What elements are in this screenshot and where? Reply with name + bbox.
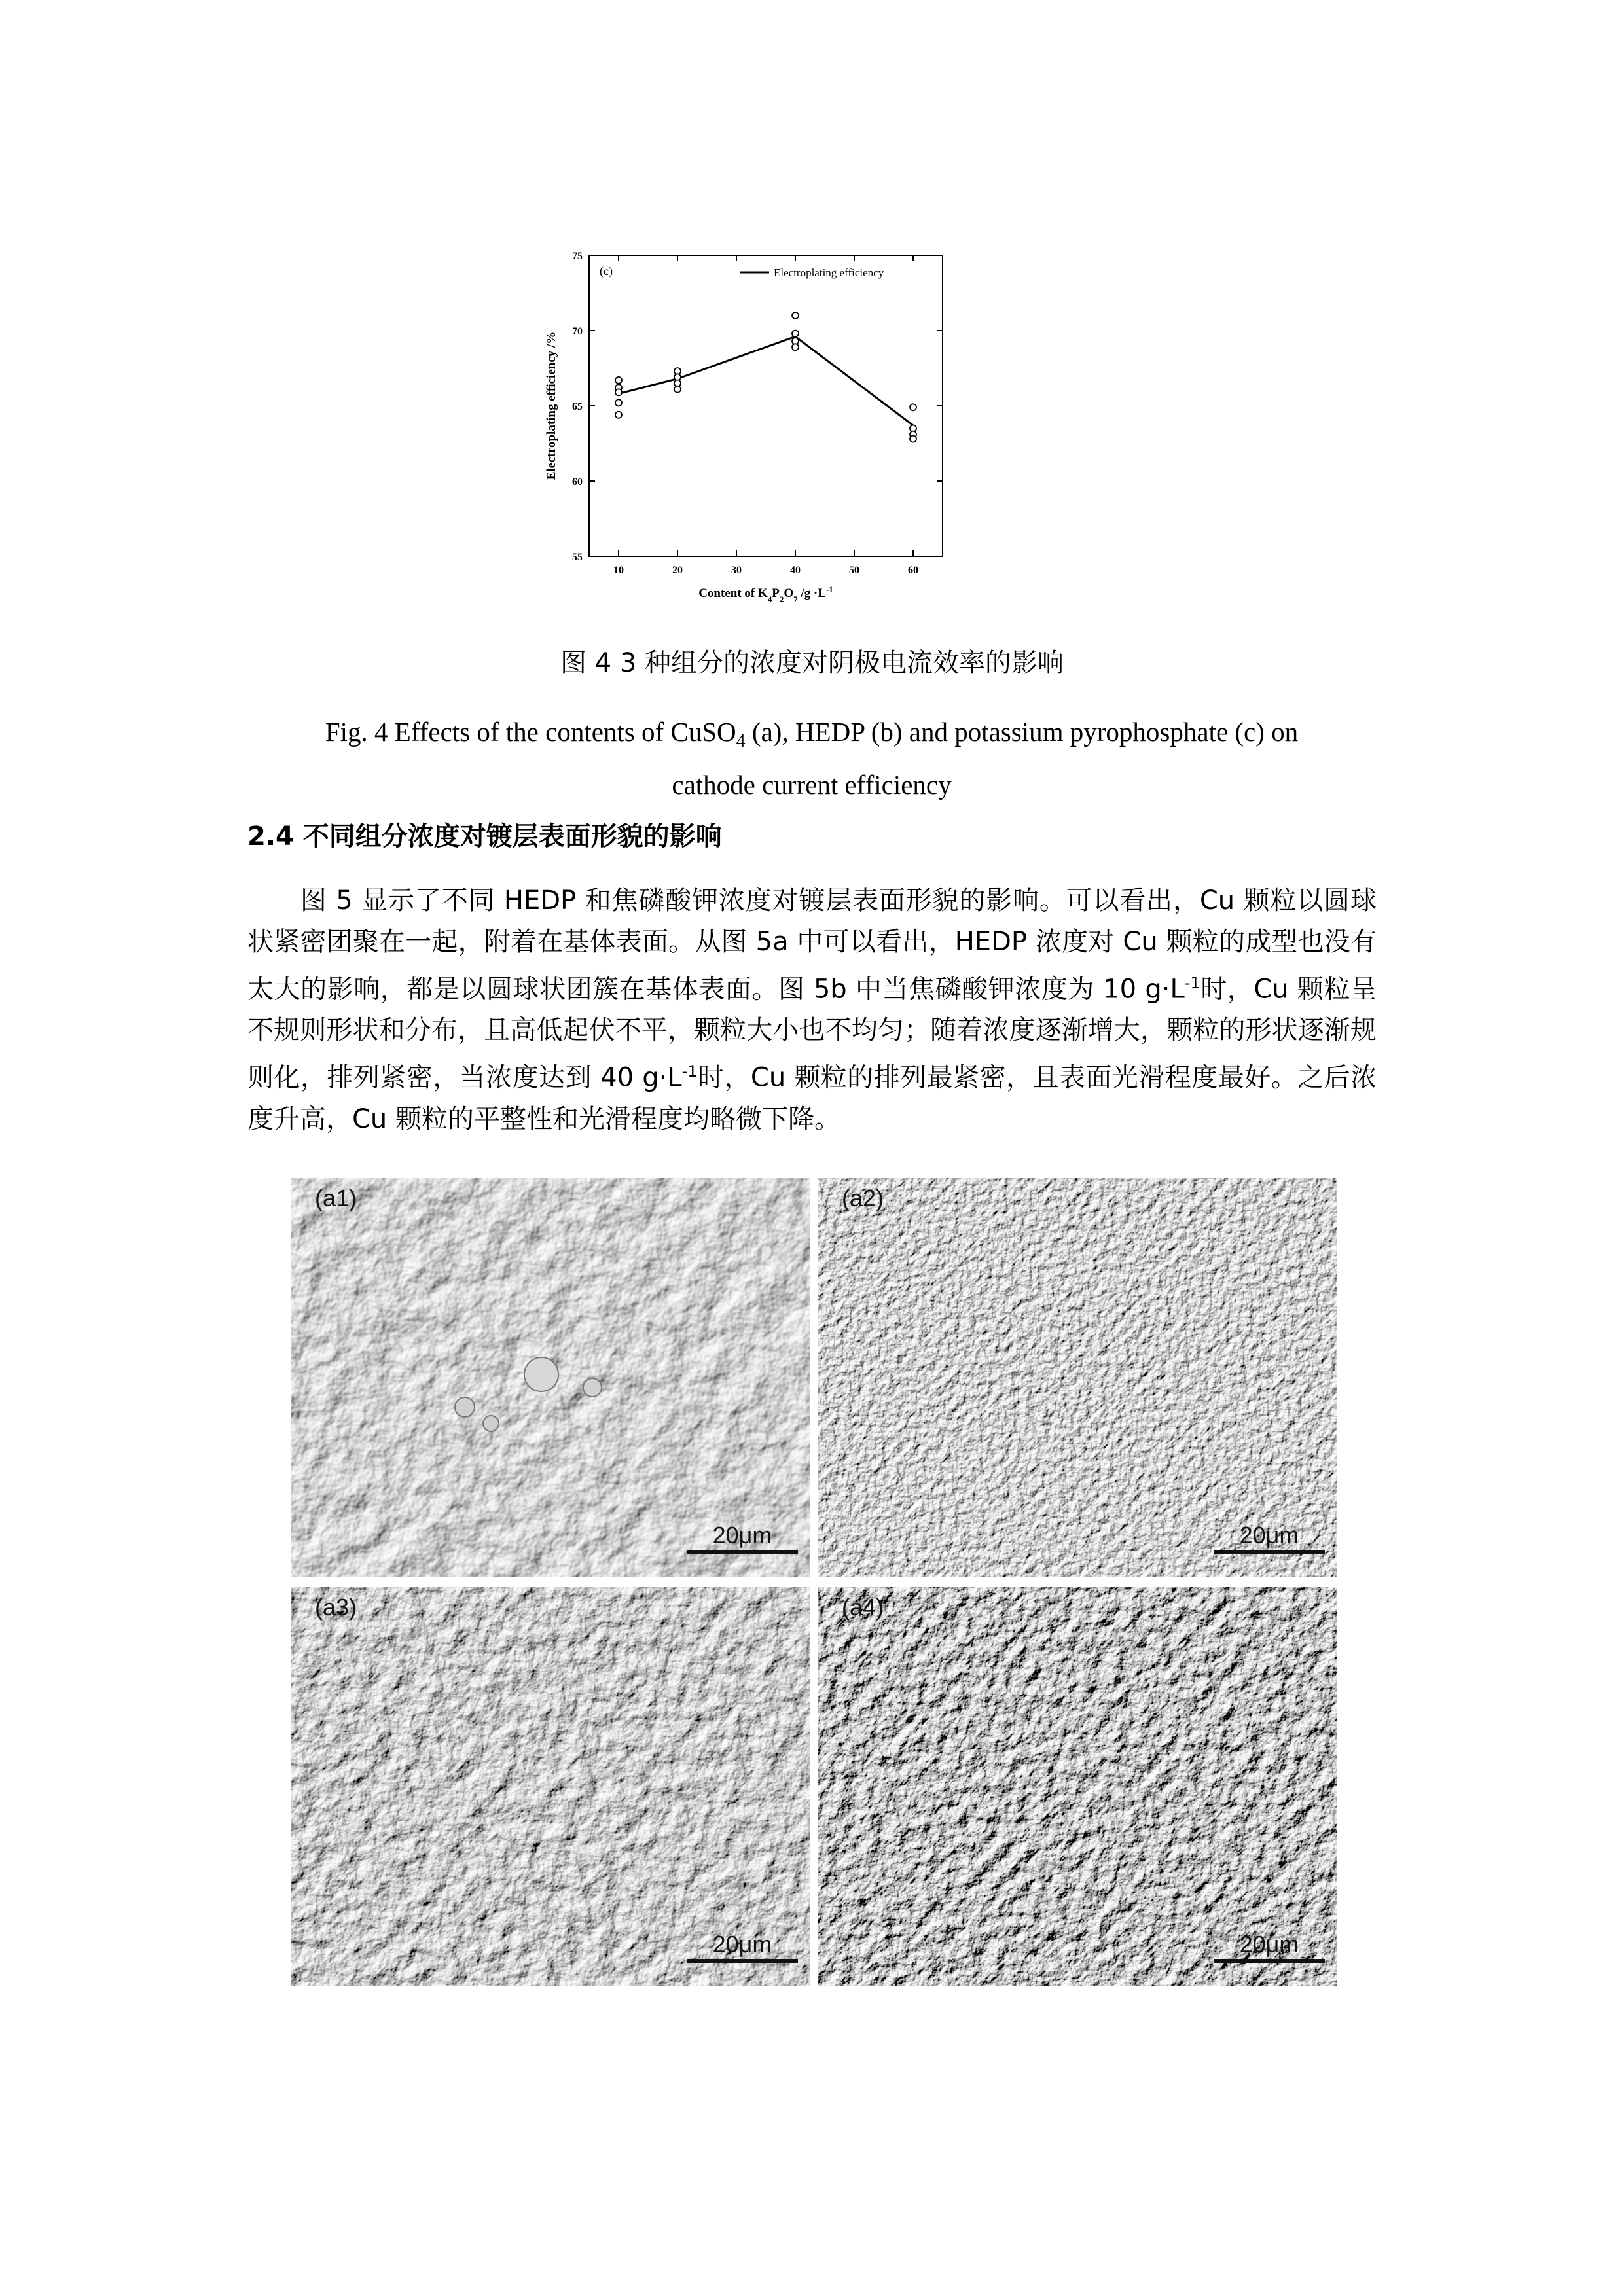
- data-point: [792, 312, 799, 319]
- plot-border: [589, 255, 943, 556]
- sem-image-a1: [291, 1178, 810, 1577]
- sem-image-a4: [818, 1587, 1337, 1986]
- sem-image-a3: [291, 1587, 810, 1986]
- x-tick-label: 10: [613, 565, 624, 576]
- paragraph-part2: 时，Cu 颗粒呈不规则形状和分布，且高低起伏不平，颗粒大小也不均匀；随着浓度逐渐增大，颗粒的形状逐渐规则化，排列紧密，当浓度达到 40 g·L: [247, 974, 1377, 1093]
- data-point: [792, 331, 799, 337]
- scale-line-a3: [687, 1959, 798, 1963]
- data-point: [615, 399, 622, 406]
- x-axis-ticks: [613, 255, 918, 576]
- sem-panel-a4: [818, 1587, 1337, 1986]
- figure-4-caption-cn: 图 4 3 种组分的浓度对阴极电流效率的影响: [560, 648, 1064, 678]
- sem-panel-a3: [291, 1587, 810, 1986]
- chart-panel-label: (c): [600, 264, 613, 278]
- scale-bar-a3: [687, 1931, 798, 1963]
- plot-frame: [589, 255, 943, 556]
- y-tick-label: 70: [572, 326, 583, 337]
- chart-legend: [740, 266, 884, 279]
- sem-panel-a1: [291, 1178, 810, 1577]
- y-tick-label: 60: [572, 476, 583, 488]
- data-point: [615, 377, 622, 384]
- data-point: [615, 412, 622, 418]
- x-tick-label: 60: [908, 565, 918, 576]
- scale-text-a4: 20μm: [1239, 1931, 1299, 1958]
- x-label-part: P: [772, 586, 780, 600]
- caption-en-line2: cathode current efficiency: [672, 770, 952, 800]
- x-tick-label: 40: [790, 565, 801, 576]
- caption-en-part1: Fig. 4 Effects of the contents of CuSO: [325, 717, 736, 747]
- panel-label-a3: (a3): [315, 1594, 357, 1621]
- data-point: [615, 389, 622, 395]
- y-tick-label: 55: [572, 552, 583, 563]
- scale-bar-a2: [1214, 1522, 1325, 1554]
- x-tick-label: 20: [672, 565, 683, 576]
- series-layer: [619, 336, 913, 425]
- scale-line-a1: [687, 1550, 798, 1554]
- scale-bar-a1: [687, 1522, 798, 1554]
- x-label-part: Content of K: [698, 586, 768, 600]
- scale-line-a2: [1214, 1550, 1325, 1554]
- series-line: [619, 336, 913, 425]
- figure-4-caption-en: [275, 710, 1348, 806]
- data-point: [910, 436, 916, 442]
- points-layer: [615, 312, 916, 442]
- sem-image-a2: [818, 1178, 1337, 1577]
- efficiency-chart: [524, 236, 969, 615]
- paragraph-part3: 时，Cu 颗粒的排列最紧密，且表面光滑程度最好。之后浓度升高，Cu 颗粒的平整性和光滑程度均略微下降。: [247, 1062, 1377, 1134]
- x-axis-label: [698, 584, 833, 604]
- section-heading: 2.4 不同组分浓度对镀层表面形貌的影响: [247, 821, 722, 852]
- sem-panel-a2: [818, 1178, 1337, 1577]
- caption-en-subscript: 4: [736, 731, 746, 752]
- paragraph-part1: 图 5 显示了不同 HEDP 和焦磷酸钾浓度对镀层表面形貌的影响。可以看出，Cu 颗粒以圆球状紧密团聚在一起，附着在基体表面。从图 5a 中可以看出，HEDP 浓度对 Cu 颗粒的成型也没有太大的影响，都是以圆球状团簇在基体表面。图 5b 中当焦磷酸钾浓度为 10 g·L: [247, 886, 1377, 1005]
- data-point: [792, 344, 799, 350]
- data-point: [674, 386, 681, 393]
- y-axis-label: Electroplating efficiency /%: [545, 331, 558, 480]
- paragraph-sup1: -1: [1184, 974, 1200, 992]
- panel-label-a2: (a2): [842, 1185, 884, 1211]
- section-paragraph: [247, 880, 1377, 1140]
- panel-label-a1: (a1): [315, 1185, 357, 1211]
- x-label-part: O: [784, 586, 794, 600]
- caption-en-part2: (a), HEDP (b) and potassium pyrophosphate (c) on: [745, 717, 1299, 747]
- scale-text-a3: 20μm: [712, 1931, 772, 1958]
- x-tick-label: 30: [731, 565, 742, 576]
- scale-text-a2: 20μm: [1239, 1522, 1299, 1549]
- scale-text-a1: 20μm: [712, 1522, 772, 1549]
- y-tick-label: 75: [572, 251, 583, 262]
- data-point: [910, 404, 916, 410]
- paragraph-sup2: -1: [681, 1062, 698, 1081]
- x-tick-label: 50: [849, 565, 859, 576]
- legend-label: Electroplating efficiency: [774, 266, 884, 279]
- y-tick-label: 65: [572, 401, 583, 412]
- x-label-part: 7: [793, 594, 798, 604]
- x-label-part: 2: [779, 594, 784, 604]
- x-label-part: 4: [767, 594, 772, 604]
- panel-label-a4: (a4): [842, 1594, 884, 1621]
- x-label-part: /g ·L: [797, 586, 826, 600]
- scale-line-a4: [1214, 1959, 1325, 1963]
- x-label-part: -1: [825, 584, 833, 594]
- scale-bar-a4: [1214, 1931, 1325, 1963]
